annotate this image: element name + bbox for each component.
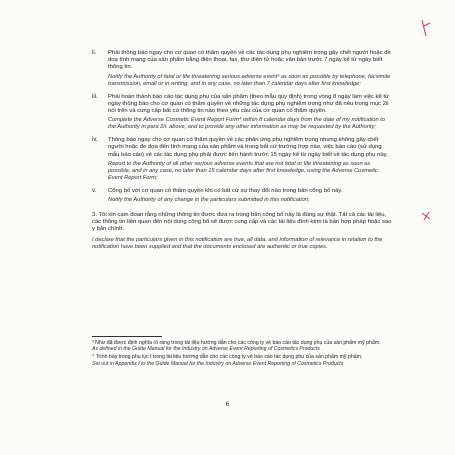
footnote-vietnamese: ⁴ Trình bày trong phụ lục I trong tài liệu hướng dẫn cho các công ty về báo cáo tác dụng phụ của sản phẩm mỹ phẩm. — [92, 354, 363, 361]
commitments-section — [92, 50, 392, 251]
commitment-item — [92, 50, 392, 88]
item-number: iii. — [92, 93, 98, 100]
declaration-vietnamese: 3. Tôi xin cam đoan rằng những thông tin được đưa ra trong bản công bố này là đúng sự thật. Tất cả các tài liệu, các thông tin liên quan đến nội dung công bố sẽ được cung cấp và các tài liệu đính kèm là bản hợp pháp hoặc sao y bản chính. — [92, 212, 392, 233]
item-text-english: Complete the Adverse Cosmetic Event Report Form⁴ within 8 calendar days from the date of my notification to the Authority in para 2ii. above, and to provide any other information as may be requested by the Authority; — [108, 117, 385, 131]
commitment-item — [92, 94, 392, 132]
page-number: 6 — [225, 402, 230, 408]
commitment-item — [92, 137, 392, 182]
item-number: v. — [92, 187, 97, 194]
item-text-vietnamese: Phải thông báo ngay cho cơ quan có thẩm quyền về các tác dụng phụ nghiêm trọng gây chết người hoặc đe doạ tính mạng của sản phẩm bằng điện thoại, fax, thư điện tử hoặc văn bản trước 7 ngày kể từ ngày biết thông tin. — [108, 50, 391, 71]
item-text-english: Notify the Authority of any change in the particulars submitted in this notification; — [108, 197, 310, 204]
item-text-english: Notify the Authority of fatal or life threatening serious adverse event³ as soon as possible by telephone, facsimile transmission, email or in writing, and in any case, no later than 7 calendar days after first knowledge; — [108, 73, 391, 87]
item-text-english: Report to the Authority of all other serious adverse events that are not fatal or life threatening as soon as possible, and in any case, no later than 15 calendar days after first knowledge, using the Adverse Cosmetic Event Report Form; — [108, 160, 378, 181]
item-text-vietnamese: Công bố với cơ quan có thẩm quyền khi có bất cứ sự thay đổi nào trong bản công bố này. — [108, 187, 343, 194]
item-number: iv. — [92, 137, 98, 144]
footnote-vietnamese: ³ Như đã được định nghĩa rõ ràng trong tài liệu hướng dẫn cho các công ty về báo cáo tác dụng phụ của sản phẩm mỹ phẩm. — [92, 340, 381, 346]
pen-mark-top — [420, 18, 432, 38]
footnote-english: Set out in Appendix I to the Guide Manual for the Industry on Adverse Event Reporting of Cosmetics Products — [92, 360, 344, 367]
footnote-english: As defined in the Guide Manual for the Industry on Adverse Event Reporting of Cosmetics Products — [92, 346, 320, 353]
pen-mark-middle — [420, 210, 432, 222]
footnote-divider — [92, 336, 162, 337]
declaration-paragraph — [92, 212, 392, 251]
item-number: ii. — [92, 50, 97, 56]
declaration-english: I declare that the particulars given in this notification are true, all data, and information of relevance in relation to the notification have been supplied and that the documents enclosed are authentic or true copies. — [92, 236, 383, 250]
commitment-item — [92, 188, 392, 204]
item-text-vietnamese: Thông báo ngay cho cơ quan có thẩm quyền về các phản ứng phụ nghiêm trọng nhưng không gây chết người hoặc đe dọa đến tính mạng của sản phẩm và trong bất cứ trường hợp nào, việc báo cáo (sử dụng mẫu báo cáo) về các tác dụng phụ phải được tiến hành trước 15 ngày kể từ ngày biết về tác dụng phụ này. — [108, 137, 388, 158]
item-text-vietnamese: Phải hoàn thành báo cáo tác dụng phụ của sản phẩm (theo mẫu quy định) trong vòng 8 ngày làm việc kể từ ngày thông báo cho cơ quan có thẩm quyền về những tác dụng phụ nghiêm trọng như đã nêu trong mục 2ii nói trên và cung cấp bất cứ thông tin nào theo yêu cầu của cơ quan có thẩm quyền. — [108, 93, 389, 115]
footnotes — [92, 340, 382, 369]
